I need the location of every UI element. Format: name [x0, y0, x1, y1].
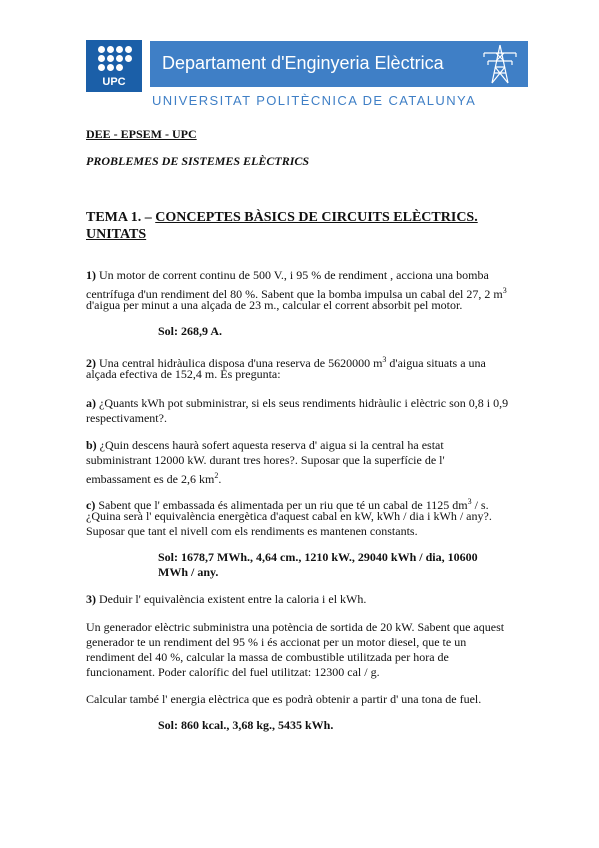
problem-3-part-3-line-1: Calcular també l' energia elèctrica que es podrà obtenir a partir d' una tona de fuel. [86, 692, 482, 706]
problem-1-solution: Sol: 268,9 A. [158, 324, 223, 338]
upc-logo [86, 40, 142, 92]
logo-text: UPC [102, 76, 126, 88]
university-name: UNIVERSITAT POLITÈCNICA DE CATALUNYA [152, 93, 477, 108]
problem-3-part-2-line-2: generador te un rendiment del 95 % i és accionat per un motor diesel, que te un [86, 635, 467, 649]
problem-2c-line-1: c) Sabent que l' embassada és alimentada per un riu que té un cabal de 1125 $dm^3$ / s. [86, 497, 489, 512]
problem-3-part-2-line-1: Un generador elèctric subministra una potència de sortida de 20 kW. Sabent que aquest [86, 620, 505, 634]
problem-3-part-2-line-4: funcionament. Poder calorífic del fuel utilitzat: 12300 cal / g. [86, 665, 380, 679]
problem-3-solution: Sol: 860 kcal., 3,68 kg., 5435 kWh. [158, 718, 334, 732]
doc-subject: PROBLEMES DE SISTEMES ELÈCTRICS [86, 154, 310, 168]
problem-1-line-3: d'aigua per minut a una alçada de 23 m., calcular el corrent absorbit pel motor. [86, 298, 463, 312]
department-title: Departament d'Enginyeria Elèctrica [162, 53, 444, 73]
problem-2b-line-3: embassament es de 2,6 $km^2$. [86, 471, 222, 486]
tema-title-continued: UNITATS [86, 227, 147, 242]
problem-3-number: 3) [86, 592, 96, 606]
problem-2-line-1: 2) Una central hidràulica disposa d'una reserva de 5620000 $m^3$ d'aigua situats a una [86, 355, 486, 370]
doc-org: DEE - EPSEM - UPC [86, 127, 197, 141]
problem-2-solution-line-1: Sol: 1678,7 MWh., 4,64 cm., 1210 kW., 29040 kWh / dia, 10600 [158, 550, 478, 564]
problem-1-number: 1) [86, 268, 96, 282]
problem-2b-line-2: subministrant 12000 kW. durant tres hores?. Suposar que la superfície de l' [86, 453, 445, 467]
problem-2b-line-1: b) ¿Quin descens haurà sofert aquesta reserva d' aigua si la central ha estat [86, 438, 444, 452]
problem-2-line-2: alçada efectiva de 152,4 m. Es pregunta: [86, 367, 281, 381]
problem-2c-line-2: ¿Quina serà l' equivalència energètica d'aquest cabal en kW, kWh / dia i kWh / any?. [86, 509, 492, 523]
department-banner [150, 41, 528, 87]
tema-prefix: TEMA 1. – [86, 210, 156, 225]
power-tower-icon [478, 43, 522, 85]
problem-2-solution-line-2: MWh / any. [158, 565, 219, 579]
problem-2c-line-3: Suposar que tant el nivell com els rendiments es mantenen constants. [86, 524, 418, 538]
problem-2-number: 2) [86, 356, 96, 370]
problem-1-line-2: centrífuga d'un rendiment del 80 %. Sabent que la bomba impulsa un cabal del 27, 2 $m^3$ [86, 286, 507, 301]
problem-2a-line-2: respectivament?. [86, 411, 167, 425]
problem-3-part-2-line-3: rendiment del 40 %, calcular la massa de combustible utilitzada per hora de [86, 650, 449, 664]
problem-3-line-1: 3) Deduir l' equivalència existent entre la caloria i el kWh. [86, 592, 367, 606]
problem-2a-line-1: a) ¿Quants kWh pot subministrar, si els seus rendiments hidràulic i elèctric son 0,8 i 0,9 [86, 396, 509, 410]
tema-title: CONCEPTES BÀSICS DE CIRCUITS ELÈCTRICS. [155, 210, 478, 225]
page-header [0, 0, 599, 112]
problem-1-line-1: 1) Un motor de corrent continu de 500 V., i 95 % de rendiment , acciona una bomba [86, 268, 489, 282]
tema-heading-line-1 [86, 210, 478, 225]
